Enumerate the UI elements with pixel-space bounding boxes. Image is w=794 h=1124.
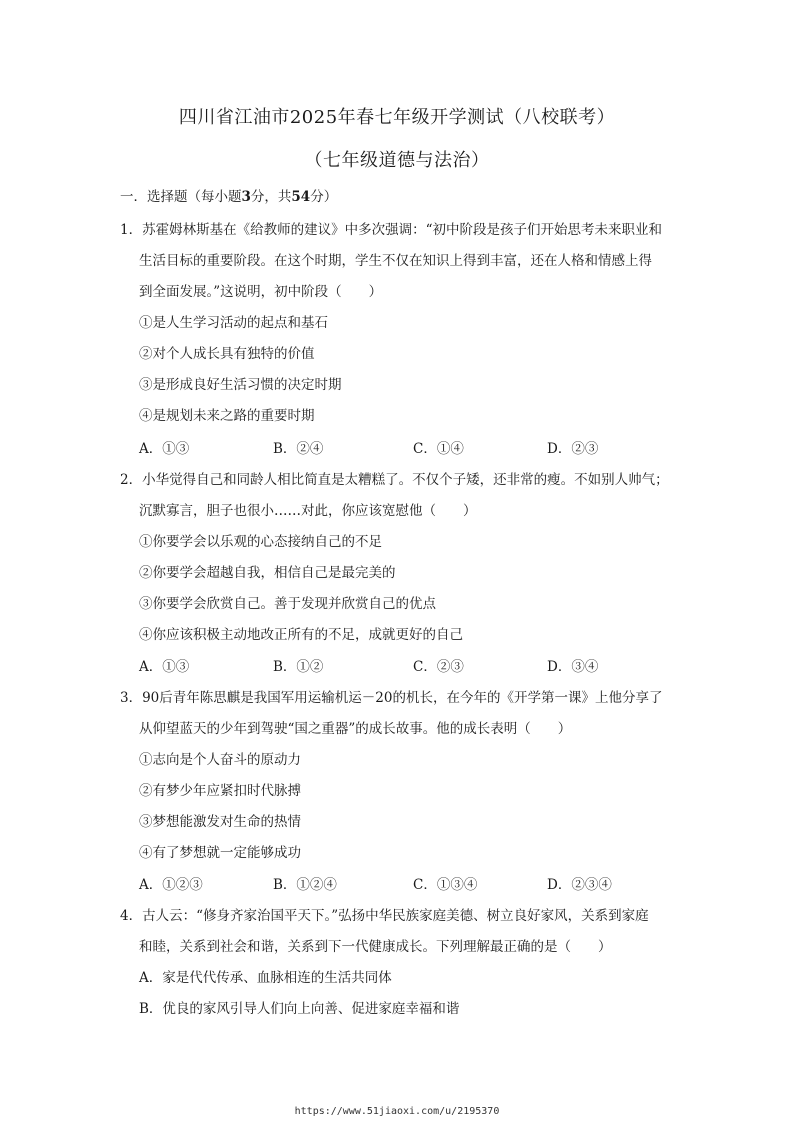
section-heading [120,185,337,205]
question-1-statement-4: ④是规划未来之路的重要时期 [139,408,315,424]
question-3-statement-2: ②有梦少年应紧扣时代脉搏 [139,783,301,799]
question-3-option-d: D．②③④ [547,877,612,893]
question-3-option-c: C．①③④ [413,877,478,893]
question-3-line-1: 3．90后青年陈思麒是我国军用运输机运－20的机长，在今年的《开学第一课》上他分享了 [120,690,663,706]
question-4-line-2: 和睦，关系到社会和谐，关系到下一代健康成长。下列理解最正确的是（ ） [139,939,612,955]
question-2-option-c: C．②③ [413,659,464,675]
page-subtitle: （七年级道德与法治） [304,150,490,171]
question-1-line-1: 1．苏霍姆林斯基在《给教师的建议》中多次强调：“初中阶段是孩子们开始思考未来职业和 [120,222,662,238]
question-2-option-a: A．①③ [139,659,190,675]
question-3-statement-4: ④有了梦想就一定能够成功 [139,845,301,861]
question-2-statement-2: ②你要学会超越自我，相信自己是最完美的 [139,565,396,581]
footer-url[interactable]: https://www.51jiaoxi.com/u/2195370 [294,1106,500,1117]
question-1-option-d: D．②③ [547,441,599,457]
question-2-option-d: D．③④ [547,659,599,675]
question-3-line-2: 从仰望蓝天的少年到驾驶“国之重器”的成长故事。他的成长表明（ ） [139,721,572,737]
question-3-statement-1: ①志向是个人奋斗的原动力 [139,752,301,768]
page-title: 四川省江油市2025年春七年级开学测试（八校联考） [178,107,616,128]
question-2-line-2: 沉默寡言，胆子也很小……对此，你应该宽慰他（ ） [139,503,477,519]
section-suffix: 分） [310,189,338,205]
section-mid: 分，共 [250,189,292,205]
section-prefix: 一．选择题（每小题 [120,189,242,205]
question-4-line-1: 4．古人云：“修身齐家治国平天下。”弘扬中华民族家庭美德、树立良好家风，关系到家庭 [120,908,649,924]
section-score-each: 3 [241,189,251,205]
question-3-option-a: A．①②③ [139,877,203,893]
section-total: 54 [291,189,311,205]
question-2-statement-4: ④你应该积极主动地改正所有的不足，成就更好的自己 [139,627,463,643]
question-1-statement-2: ②对个人成长具有独特的价值 [139,346,315,362]
question-1-statement-1: ①是人生学习活动的起点和基石 [139,315,328,331]
question-3-option-b: B．①②④ [273,877,337,893]
question-2-statement-1: ①你要学会以乐观的心态接纳自己的不足 [139,534,382,550]
question-1-option-b: B．②④ [273,441,324,457]
question-1-option-a: A．①③ [139,441,190,457]
question-4-option-a: A．家是代代传承、血脉相连的生活共同体 [139,970,392,986]
question-1-line-3: 到全面发展。”这说明，初中阶段（ ） [139,284,383,300]
question-1-statement-3: ③是形成良好生活习惯的决定时期 [139,377,342,393]
question-2-line-1: 2．小华觉得自己和同龄人相比简直是太糟糕了。不仅个子矮，还非常的瘦。不如别人帅气； [120,472,669,488]
question-2-statement-3: ③你要学会欣赏自己。善于发现并欣赏自己的优点 [139,596,436,612]
question-1-option-c: C．①④ [413,441,464,457]
question-3-statement-3: ③梦想能激发对生命的热情 [139,814,301,830]
question-1-line-2: 生活目标的重要阶段。在这个时期，学生不仅在知识上得到丰富，还在人格和情感上得 [139,253,652,269]
question-4-option-b: B．优良的家风引导人们向上向善、促进家庭幸福和谐 [139,1001,460,1017]
question-2-option-b: B．①② [273,659,324,675]
